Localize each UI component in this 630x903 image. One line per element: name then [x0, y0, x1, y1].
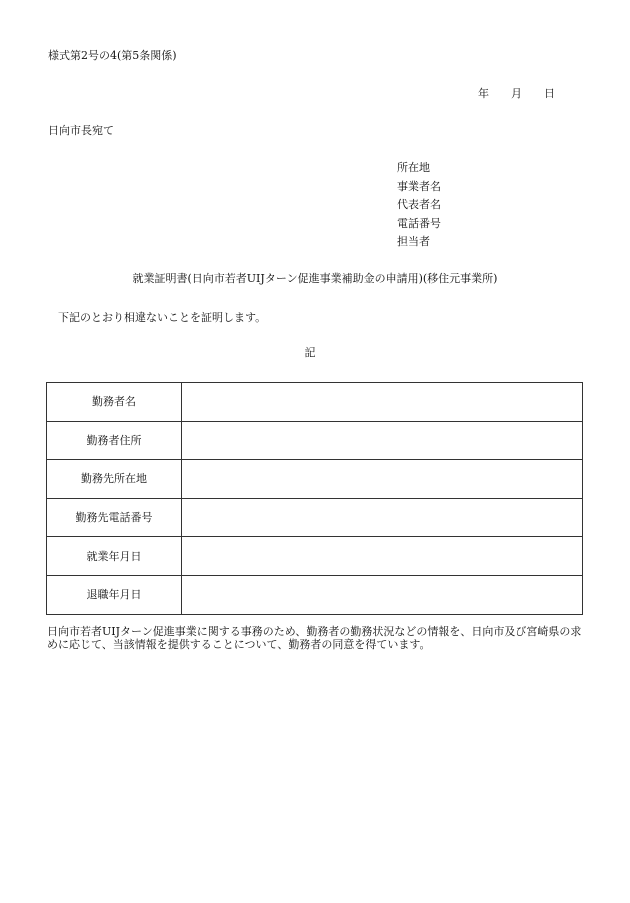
issuer-field-representative: 代表者名	[397, 198, 441, 211]
employee-name-field[interactable]	[182, 383, 583, 422]
row-label-employee-address: 勤務者住所	[47, 421, 182, 460]
table-row	[47, 421, 583, 460]
issuer-block	[397, 161, 441, 254]
form-number: 様式第2号の4(第5条関係)	[48, 49, 177, 62]
table-row	[47, 498, 583, 537]
resignation-date-field[interactable]	[182, 575, 583, 614]
row-label-resignation-date: 退職年月日	[47, 575, 182, 614]
date-month-label: 月	[511, 87, 522, 100]
row-label-workplace-address: 勤務先所在地	[47, 460, 182, 499]
issuer-field-company: 事業者名	[397, 179, 441, 193]
workplace-phone-field[interactable]	[182, 498, 583, 537]
employment-date-field[interactable]	[182, 537, 583, 576]
addressee: 日向市長宛て	[48, 124, 114, 137]
table-row	[47, 460, 583, 499]
ki-label: 記	[304, 346, 316, 359]
table-row	[47, 575, 583, 614]
issuer-field-phone: 電話番号	[397, 216, 441, 230]
table-row	[47, 383, 583, 422]
issuer-field-address: 所在地	[397, 161, 430, 174]
employee-address-field[interactable]	[182, 421, 583, 460]
certificate-table	[46, 382, 583, 615]
consent-note: 日向市若者UIJターン促進事業に関する事務のため、勤務者の勤務状況などの情報を、日向市及び宮崎県の求めに応じて、当該情報を提供することについて、勤務者の同意を得ています。	[47, 625, 582, 651]
document-title: 就業証明書(日向市若者UIJターン促進事業補助金の申請用)(移住元事業所)	[132, 272, 498, 285]
row-label-workplace-phone: 勤務先電話番号	[47, 498, 182, 537]
row-label-employment-date: 就業年月日	[47, 537, 182, 576]
certification-statement: 下記のとおり相違ないことを証明します。	[58, 311, 267, 324]
table-row	[47, 537, 583, 576]
date-line	[478, 87, 555, 100]
workplace-address-field[interactable]	[182, 460, 583, 499]
row-label-employee-name: 勤務者名	[47, 383, 182, 422]
issuer-field-contact-person: 担当者	[397, 235, 430, 248]
date-day-label: 日	[544, 87, 555, 100]
date-year-label: 年	[478, 87, 489, 100]
